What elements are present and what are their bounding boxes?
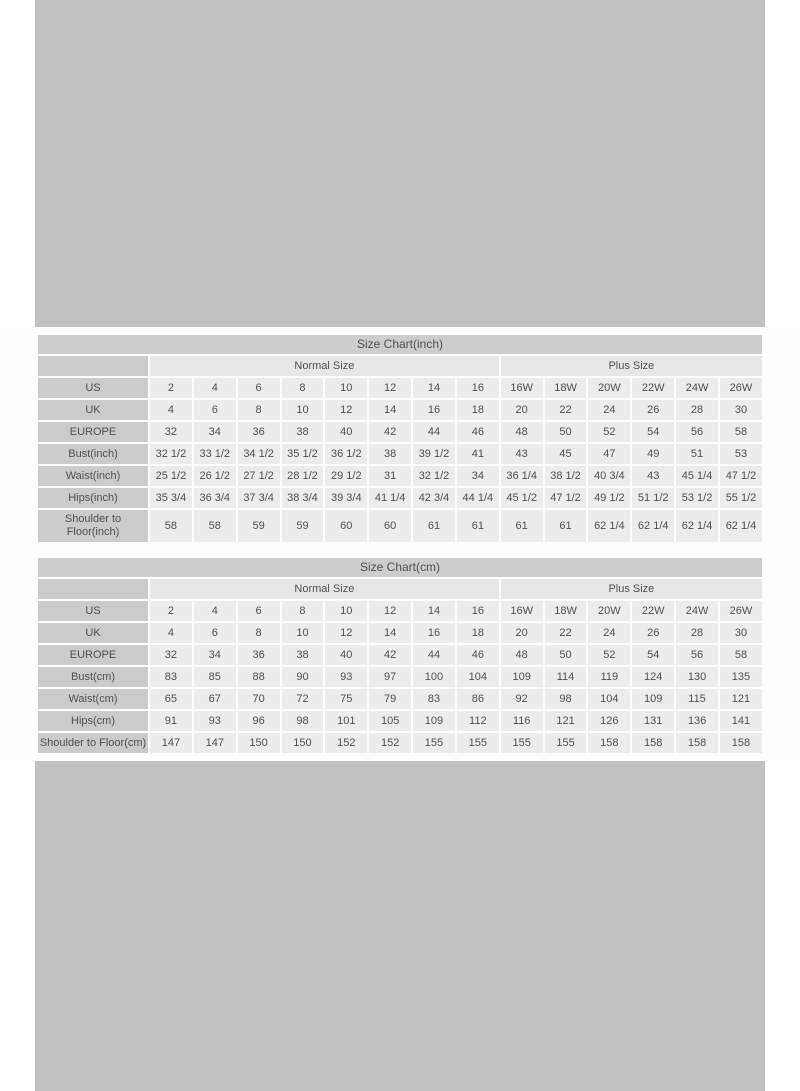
value-cell: 26 [632, 400, 674, 420]
value-cell: 62 1/4 [632, 510, 674, 542]
value-cell: 67 [194, 689, 236, 709]
value-cell: 35 3/4 [150, 488, 192, 508]
value-cell: 38 3/4 [282, 488, 324, 508]
value-cell: 51 [676, 444, 718, 464]
value-cell: 49 1/2 [588, 488, 630, 508]
value-cell: 34 [194, 645, 236, 665]
value-cell: 59 [282, 510, 324, 542]
value-cell: 62 1/4 [676, 510, 718, 542]
value-cell: 158 [588, 733, 630, 753]
value-cell: 54 [632, 645, 674, 665]
product-photo-area-bottom [35, 761, 765, 1091]
value-cell: 93 [194, 711, 236, 731]
value-cell: 83 [413, 689, 455, 709]
value-cell: 30 [720, 623, 762, 643]
value-cell: 60 [325, 510, 367, 542]
value-cell: 59 [238, 510, 280, 542]
value-cell: 26 [632, 623, 674, 643]
value-cell: 147 [194, 733, 236, 753]
value-cell: 25 1/2 [150, 466, 192, 486]
value-cell: 141 [720, 711, 762, 731]
value-cell: 8 [238, 623, 280, 643]
value-cell: 121 [545, 711, 587, 731]
value-cell: 31 [369, 466, 411, 486]
value-cell: 152 [369, 733, 411, 753]
value-cell: 36 [238, 645, 280, 665]
value-cell: 32 [150, 645, 192, 665]
table-row [38, 733, 762, 753]
value-cell: 61 [545, 510, 587, 542]
value-cell: 155 [501, 733, 543, 753]
row-label: Shoulder to Floor(inch) [38, 510, 148, 542]
value-cell: 29 1/2 [325, 466, 367, 486]
value-cell: 43 [501, 444, 543, 464]
column-group-header: Plus Size [501, 579, 762, 599]
value-cell: 24 [588, 400, 630, 420]
value-cell: 34 [194, 422, 236, 442]
value-cell: 116 [501, 711, 543, 731]
value-cell: 52 [588, 422, 630, 442]
value-cell: 22 [545, 623, 587, 643]
corner-cell [38, 356, 148, 376]
value-cell: 121 [720, 689, 762, 709]
value-cell: 42 [369, 645, 411, 665]
value-cell: 14 [413, 601, 455, 621]
value-cell: 46 [457, 645, 499, 665]
value-cell: 12 [325, 400, 367, 420]
value-cell: 109 [501, 667, 543, 687]
value-cell: 28 1/2 [282, 466, 324, 486]
value-cell: 36 1/2 [325, 444, 367, 464]
value-cell: 50 [545, 645, 587, 665]
value-cell: 70 [238, 689, 280, 709]
value-cell: 86 [457, 689, 499, 709]
value-cell: 4 [150, 623, 192, 643]
value-cell: 58 [720, 422, 762, 442]
value-cell: 44 [413, 422, 455, 442]
value-cell: 14 [369, 400, 411, 420]
value-cell: 39 3/4 [325, 488, 367, 508]
value-cell: 4 [194, 378, 236, 398]
value-cell: 36 1/4 [501, 466, 543, 486]
value-cell: 58 [150, 510, 192, 542]
value-cell: 14 [413, 378, 455, 398]
value-cell: 27 1/2 [238, 466, 280, 486]
value-cell: 90 [282, 667, 324, 687]
value-cell: 22W [632, 601, 674, 621]
table-row [38, 422, 762, 442]
value-cell: 51 1/2 [632, 488, 674, 508]
table-row [38, 645, 762, 665]
table-row [38, 667, 762, 687]
value-cell: 2 [150, 601, 192, 621]
value-cell: 98 [545, 689, 587, 709]
value-cell: 96 [238, 711, 280, 731]
value-cell: 115 [676, 689, 718, 709]
row-label: US [38, 601, 148, 621]
value-cell: 24W [676, 601, 718, 621]
row-label: EUROPE [38, 645, 148, 665]
value-cell: 56 [676, 645, 718, 665]
value-cell: 22 [545, 400, 587, 420]
value-cell: 104 [588, 689, 630, 709]
value-cell: 33 1/2 [194, 444, 236, 464]
value-cell: 40 [325, 422, 367, 442]
column-group-header: Normal Size [150, 356, 499, 376]
table-row [38, 378, 762, 398]
value-cell: 26W [720, 601, 762, 621]
table-row [38, 444, 762, 464]
value-cell: 28 [676, 623, 718, 643]
value-cell: 39 1/2 [413, 444, 455, 464]
value-cell: 6 [194, 623, 236, 643]
value-cell: 8 [282, 601, 324, 621]
table-row [38, 623, 762, 643]
table-row [38, 689, 762, 709]
column-group-header: Normal Size [150, 579, 499, 599]
value-cell: 24 [588, 623, 630, 643]
value-cell: 18 [457, 623, 499, 643]
value-cell: 98 [282, 711, 324, 731]
value-cell: 45 1/2 [501, 488, 543, 508]
value-cell: 49 [632, 444, 674, 464]
size-chart-inch-table [36, 333, 764, 544]
row-label: Hips(cm) [38, 711, 148, 731]
value-cell: 62 1/4 [720, 510, 762, 542]
value-cell: 135 [720, 667, 762, 687]
value-cell: 47 1/2 [545, 488, 587, 508]
value-cell: 4 [150, 400, 192, 420]
value-cell: 36 [238, 422, 280, 442]
value-cell: 83 [150, 667, 192, 687]
value-cell: 42 3/4 [413, 488, 455, 508]
value-cell: 88 [238, 667, 280, 687]
size-chart-title: Size Chart(cm) [38, 558, 762, 577]
value-cell: 32 [150, 422, 192, 442]
value-cell: 55 1/2 [720, 488, 762, 508]
value-cell: 47 1/2 [720, 466, 762, 486]
value-cell: 65 [150, 689, 192, 709]
size-chart-title: Size Chart(inch) [38, 335, 762, 354]
table-row [38, 711, 762, 731]
value-cell: 6 [194, 400, 236, 420]
value-cell: 45 1/4 [676, 466, 718, 486]
value-cell: 38 [282, 645, 324, 665]
value-cell: 61 [501, 510, 543, 542]
value-cell: 20 [501, 400, 543, 420]
value-cell: 32 1/2 [413, 466, 455, 486]
value-cell: 16 [413, 400, 455, 420]
value-cell: 24W [676, 378, 718, 398]
value-cell: 114 [545, 667, 587, 687]
value-cell: 20 [501, 623, 543, 643]
table-row [38, 601, 762, 621]
value-cell: 119 [588, 667, 630, 687]
value-cell: 126 [588, 711, 630, 731]
value-cell: 20W [588, 378, 630, 398]
column-group-row [38, 579, 762, 599]
value-cell: 58 [194, 510, 236, 542]
value-cell: 152 [325, 733, 367, 753]
value-cell: 4 [194, 601, 236, 621]
table-row [38, 466, 762, 486]
column-group-row [38, 356, 762, 376]
value-cell: 61 [413, 510, 455, 542]
value-cell: 92 [501, 689, 543, 709]
value-cell: 52 [588, 645, 630, 665]
value-cell: 41 1/4 [369, 488, 411, 508]
value-cell: 8 [238, 400, 280, 420]
row-label: Bust(inch) [38, 444, 148, 464]
value-cell: 14 [369, 623, 411, 643]
value-cell: 72 [282, 689, 324, 709]
value-cell: 109 [632, 689, 674, 709]
value-cell: 97 [369, 667, 411, 687]
value-cell: 22W [632, 378, 674, 398]
size-chart-panel [0, 327, 800, 761]
value-cell: 44 1/4 [457, 488, 499, 508]
value-cell: 85 [194, 667, 236, 687]
row-label: UK [38, 623, 148, 643]
value-cell: 155 [457, 733, 499, 753]
value-cell: 30 [720, 400, 762, 420]
value-cell: 6 [238, 601, 280, 621]
table-row [38, 510, 762, 542]
value-cell: 10 [325, 378, 367, 398]
value-cell: 104 [457, 667, 499, 687]
value-cell: 16 [457, 601, 499, 621]
value-cell: 40 [325, 645, 367, 665]
row-label: UK [38, 400, 148, 420]
value-cell: 10 [282, 623, 324, 643]
value-cell: 36 3/4 [194, 488, 236, 508]
value-cell: 35 1/2 [282, 444, 324, 464]
value-cell: 105 [369, 711, 411, 731]
value-cell: 10 [282, 400, 324, 420]
value-cell: 54 [632, 422, 674, 442]
value-cell: 158 [720, 733, 762, 753]
title-row [38, 558, 762, 577]
row-label: US [38, 378, 148, 398]
value-cell: 12 [369, 601, 411, 621]
value-cell: 46 [457, 422, 499, 442]
value-cell: 131 [632, 711, 674, 731]
value-cell: 12 [325, 623, 367, 643]
value-cell: 155 [545, 733, 587, 753]
row-label: Hips(inch) [38, 488, 148, 508]
value-cell: 58 [720, 645, 762, 665]
value-cell: 38 [282, 422, 324, 442]
value-cell: 43 [632, 466, 674, 486]
value-cell: 6 [238, 378, 280, 398]
row-label: Bust(cm) [38, 667, 148, 687]
value-cell: 79 [369, 689, 411, 709]
value-cell: 61 [457, 510, 499, 542]
value-cell: 75 [325, 689, 367, 709]
value-cell: 16 [413, 623, 455, 643]
title-row [38, 335, 762, 354]
value-cell: 16W [501, 378, 543, 398]
value-cell: 34 1/2 [238, 444, 280, 464]
value-cell: 37 3/4 [238, 488, 280, 508]
value-cell: 56 [676, 422, 718, 442]
row-label: Waist(cm) [38, 689, 148, 709]
value-cell: 112 [457, 711, 499, 731]
value-cell: 40 3/4 [588, 466, 630, 486]
product-photo-area-top [35, 0, 765, 327]
value-cell: 28 [676, 400, 718, 420]
value-cell: 136 [676, 711, 718, 731]
value-cell: 10 [325, 601, 367, 621]
value-cell: 60 [369, 510, 411, 542]
value-cell: 150 [238, 733, 280, 753]
value-cell: 50 [545, 422, 587, 442]
value-cell: 100 [413, 667, 455, 687]
value-cell: 16W [501, 601, 543, 621]
value-cell: 130 [676, 667, 718, 687]
value-cell: 53 1/2 [676, 488, 718, 508]
value-cell: 48 [501, 645, 543, 665]
value-cell: 2 [150, 378, 192, 398]
table-row [38, 400, 762, 420]
value-cell: 45 [545, 444, 587, 464]
value-cell: 34 [457, 466, 499, 486]
value-cell: 155 [413, 733, 455, 753]
size-chart-cm-table [36, 556, 764, 755]
value-cell: 42 [369, 422, 411, 442]
value-cell: 158 [632, 733, 674, 753]
value-cell: 93 [325, 667, 367, 687]
row-label: EUROPE [38, 422, 148, 442]
value-cell: 53 [720, 444, 762, 464]
value-cell: 38 [369, 444, 411, 464]
value-cell: 44 [413, 645, 455, 665]
value-cell: 38 1/2 [545, 466, 587, 486]
value-cell: 18W [545, 601, 587, 621]
table-row [38, 488, 762, 508]
value-cell: 32 1/2 [150, 444, 192, 464]
row-label: Shoulder to Floor(cm) [38, 733, 148, 753]
value-cell: 158 [676, 733, 718, 753]
value-cell: 12 [369, 378, 411, 398]
corner-cell [38, 579, 148, 599]
value-cell: 8 [282, 378, 324, 398]
value-cell: 124 [632, 667, 674, 687]
value-cell: 62 1/4 [588, 510, 630, 542]
value-cell: 26W [720, 378, 762, 398]
column-group-header: Plus Size [501, 356, 762, 376]
value-cell: 16 [457, 378, 499, 398]
value-cell: 147 [150, 733, 192, 753]
row-label: Waist(inch) [38, 466, 148, 486]
value-cell: 109 [413, 711, 455, 731]
value-cell: 47 [588, 444, 630, 464]
value-cell: 101 [325, 711, 367, 731]
value-cell: 18 [457, 400, 499, 420]
value-cell: 150 [282, 733, 324, 753]
value-cell: 26 1/2 [194, 466, 236, 486]
value-cell: 91 [150, 711, 192, 731]
value-cell: 18W [545, 378, 587, 398]
value-cell: 48 [501, 422, 543, 442]
value-cell: 41 [457, 444, 499, 464]
value-cell: 20W [588, 601, 630, 621]
